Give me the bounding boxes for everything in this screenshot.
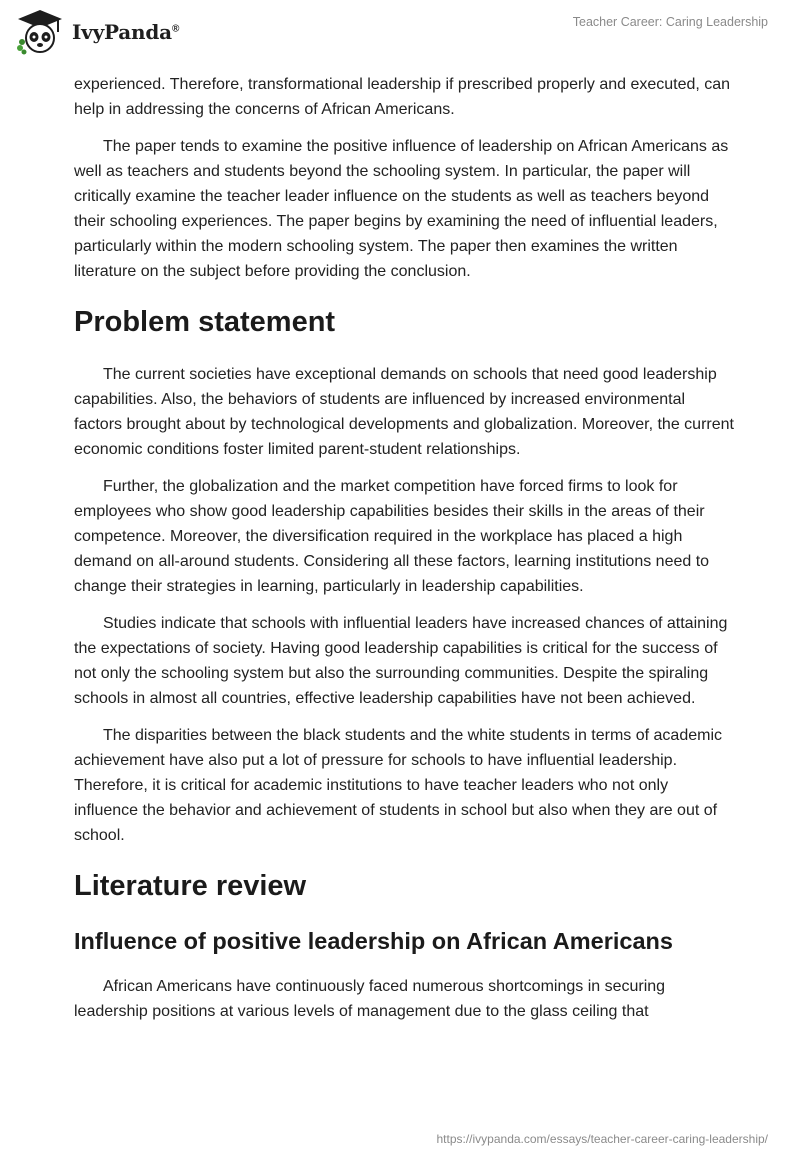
paragraph: Further, the globalization and the market competition have forced firms to look for employees who show good leadership capabilities besides their skills in the areas of their competence. Moreover, the diversification required in the workplace has placed a high demand on all-around students. Considering all these factors, learning institutions need to change their strategies in learning, particularly in leadership capabilities. [74, 478, 710, 595]
subsection-heading-influence: Influence of positive leadership on African Americans [74, 928, 673, 954]
paragraph: Studies indicate that schools with influential leaders have increased chances of attaining the expectations of society. Having good leadership capabilities is critical for the success of not only the schooling system but also the surrounding communities. Despite the spiraling schools in almost all countries, effective leadership capabilities have not been achieved. [74, 615, 728, 707]
brand-name: IvyPanda® [72, 20, 180, 44]
section-heading-problem-statement: Problem statement [74, 306, 336, 338]
paragraph: The current societies have exceptional demands on schools that need good leadership capabilities. Also, the behaviors of students are influenced by increased environmental factors brought about by technological developments and globalization. Moreover, the current economic conditions foster limited parent-student relationships. [74, 366, 734, 458]
source-url-link[interactable]: https://ivypanda.com/essays/teacher-career-caring-leadership/ [436, 1132, 768, 1146]
section-heading-literature-review: Literature review [74, 870, 307, 902]
essay-content [74, 72, 734, 1036]
paragraph: African Americans have continuously faced numerous shortcomings in securing leadership positions at various levels of management due to the glass ceiling that [74, 978, 666, 1020]
panda-graduate-icon [14, 8, 66, 56]
document-title: Teacher Career: Caring Leadership [572, 15, 768, 29]
page-header [0, 0, 800, 70]
paragraph: The paper tends to examine the positive influence of leadership on African Americans as well as teachers and students beyond the schooling system. In particular, the paper will critically examine the teacher leader influence on the students as well as teachers beyond their schooling experiences. The paper begins by examining the need of influential leaders, particularly within the modern schooling system. The paper then examines the written literature on the subject before providing the conclusion. [74, 138, 729, 280]
ivypanda-logo[interactable] [14, 8, 179, 56]
paragraph: experienced. Therefore, transformational leadership if prescribed properly and executed, can help in addressing the concerns of African Americans. [74, 76, 731, 118]
paragraph: The disparities between the black students and the white students in terms of academic achievement have also put a lot of pressure for schools to have influential leadership. Therefore, it is critical for academic institutions to have teacher leaders who not only influence the behavior and achievement of students in school but also when they are out of school. [74, 727, 723, 844]
